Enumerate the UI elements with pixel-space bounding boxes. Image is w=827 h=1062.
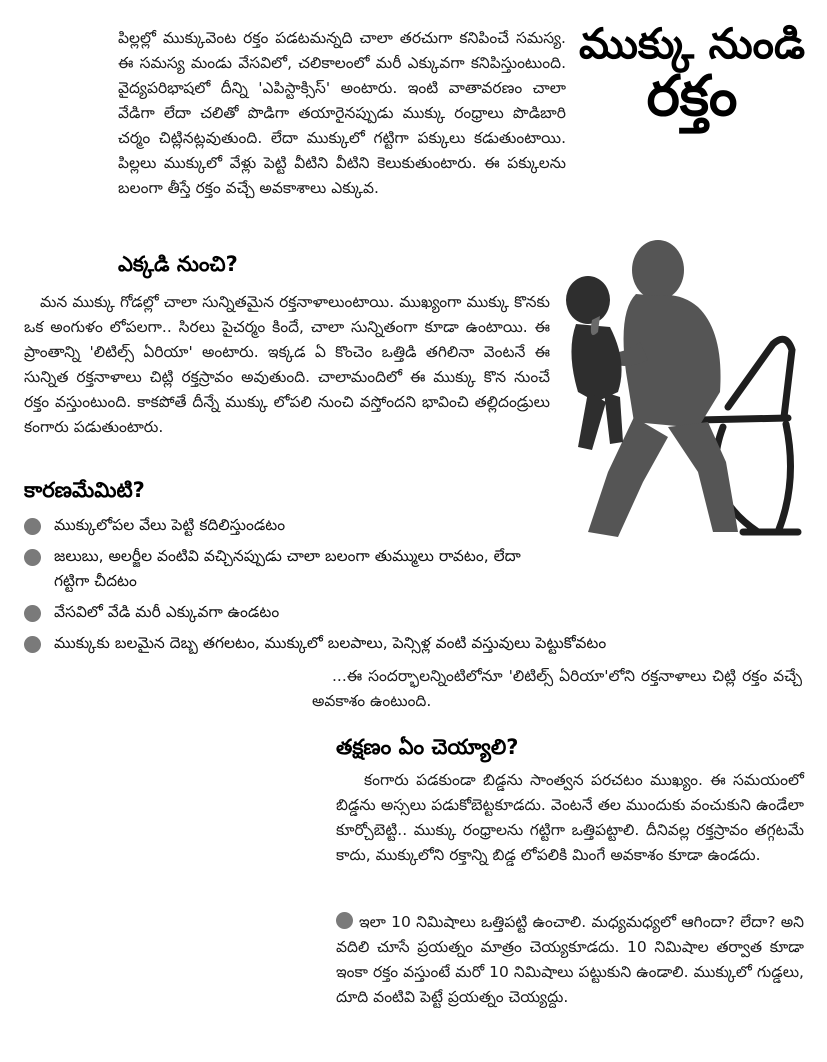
cause-item-4: [24, 631, 744, 656]
section-heading-causes: కారణమేమిటి?: [24, 478, 145, 502]
section-heading-action: తక్షణం ఏం చెయ్యాలి?: [336, 735, 519, 759]
cause-item-2: [24, 544, 554, 594]
causes-note: ...ఈ సందర్భాలన్నింటిలోనూ 'లిటిల్స్ ఏరియా'లోని రక్తనాళాలు చిట్లి రక్తం వచ్చే అవకాశం ఉంటుంది.: [312, 667, 802, 710]
action-paragraph-2: [336, 910, 804, 1010]
action-paragraph-1: కంగారు పడకుండా బిడ్డను సాంత్వన పరచటం ముఖ్యం. ఈ సమయంలో బిడ్డను అస్సలు పడుకోబెట్టకూడదు. వెంటనే తల ముందుకు వంచుకుని ఉండేలా కూర్చోబెట్టి.. ముక్కు రంధ్రాలను గట్టిగా ఒత్తిపట్టాలి. దీనివల్ల రక్తస్రావం తగ్గటమే కాదు, ముక్కులోని రక్తాన్ని బిడ్డ లోపలికి మింగే అవకాశం కూడా ఉండదు.: [336, 771, 804, 864]
action-paragraph-2-text: ఇలా 10 నిమిషాలు ఒత్తిపట్టి ఉంచాలి. మధ్యమధ్యలో ఆగిందా? లేదా? అని వదిలి చూసే ప్రయత్నం మాత్రం చెయ్యకూడదు. 10 నిమిషాల తర్వాత కూడా ఇంకా రక్తం వస్తుంటే మరో 10 నిమిషాలు పట్టుకుని ఉండాలి. ముక్కులో గుడ్డలు, దూది వంటివి పెట్టే ప్రయత్నం చెయ్యద్దు.: [336, 913, 804, 1006]
article-title: [572, 19, 812, 130]
cause-text: ముక్కులోపల వేలు పెట్టి కదిలిస్తుండటం: [54, 516, 286, 534]
bullet-icon: [24, 636, 41, 653]
cause-text: ముక్కుకు బలమైన దెబ్బ తగలటం, ముక్కులో బలపాలు, పెన్సిళ్ల వంటి వస్తువులు పెట్టుకోవటం: [54, 634, 607, 652]
cause-text: జలుబు, అలర్జీల వంటివి వచ్చినప్పుడు చాలా బలంగా తుమ్ములు రావటం, లేదా గట్టిగా చీదటం: [54, 547, 521, 590]
bullet-icon: [24, 549, 41, 566]
parent-child-chair-illustration: [548, 232, 818, 542]
title-line-2: రక్తం: [646, 64, 738, 130]
title-line-1: ముక్కు నుండి: [578, 19, 806, 68]
section-heading-where: ఎక్కడి నుంచి?: [118, 252, 238, 276]
intro-paragraph: పిల్లల్లో ముక్కువెంట రక్తం పడటమన్నది చాలా తరచుగా కనిపించే సమస్య. ఈ సమస్య మండు వేసవిలో, చలికాలంలో మరీ ఎక్కువగా కనిపిస్తుంటుంది. వైద్యపరిభాషలో దీన్ని 'ఎపిస్టాక్సిస్' అంటారు. ఇంటి వాతావరణం చాలా వేడిగా లేదా చలితో పొడిగా తయారైనప్పుడు ముక్కు రంధ్రాలు పొడిబారి చర్మం చిట్లినట్లవుతుంది. లేదా ముక్కులో గట్టిగా పక్కులు కడుతుంటాయి. పిల్లలు ముక్కులో వేళ్లు పెట్టి వీటిని వీటిని కెలుకుతుంటారు. ఈ పక్కులను బలంగా తీస్తే రక్తం వచ్చే అవకాశాలు ఎక్కువ.: [118, 29, 566, 197]
bullet-icon: [24, 518, 41, 535]
bullet-icon: [24, 605, 41, 622]
where-paragraph: మన ముక్కు గోడల్లో చాలా సున్నితమైన రక్తనాళాలుంటాయి. ముఖ్యంగా ముక్కు కొనకు ఒక అంగుళం లోపలగా.. సిరలు పైచర్మం కిందే, చాలా సున్నితంగా కూడా ఉంటాయి. ఈ ప్రాంతాన్ని 'లిటిల్స్ ఏరియా' అంటారు. ఇక్కడ ఏ కొంచెం ఒత్తిడి తగిలినా వెంటనే ఈ సున్నిత రక్తనాళాలు చిట్లి రక్తస్రావం అవుతుంది. చాలామందిలో ఈ ముక్కు కొన నుంచే రక్తం వస్తుంటుంది. కాకపోతే దీన్నే ముక్కు లోపలి నుంచి వస్తోందని భావించి తల్లిదండ్రులు కంగారు పడుతుంటారు.: [24, 293, 550, 436]
cause-item-1: [24, 513, 554, 538]
child-silhouette: [566, 276, 623, 450]
bullet-icon: [336, 912, 353, 929]
cause-item-3: [24, 600, 744, 625]
cause-text: వేసవిలో వేడి మరీ ఎక్కువగా ఉండటం: [54, 603, 280, 621]
